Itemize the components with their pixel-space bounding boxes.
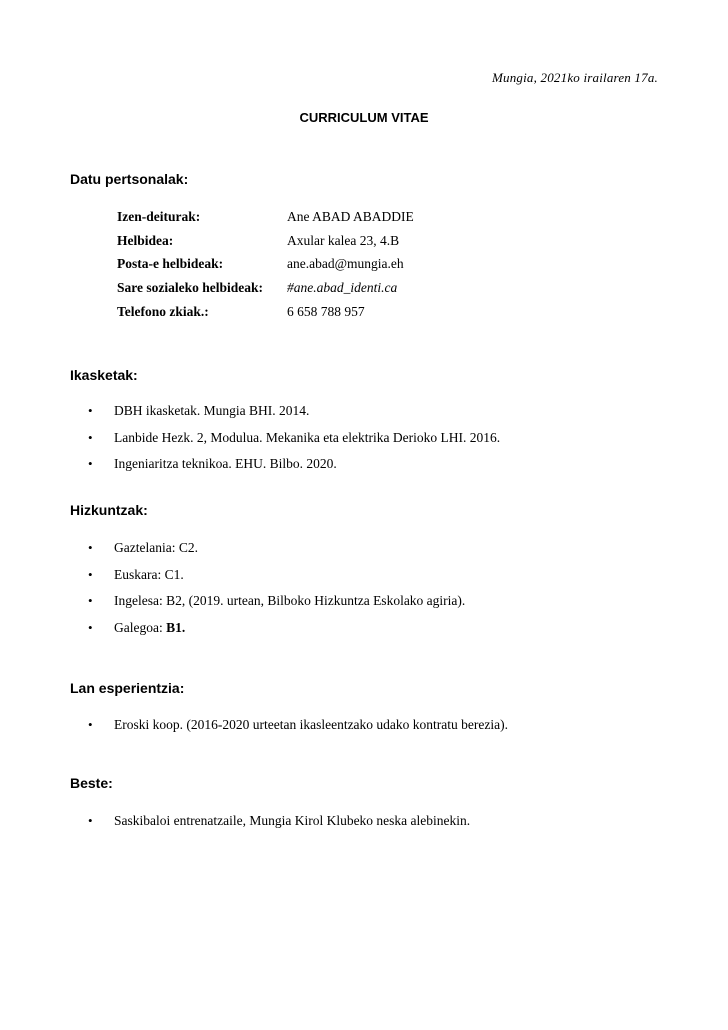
personal-info-table [117,205,414,323]
personal-label: Izen-deiturak: [117,208,201,224]
bullet-icon: • [88,593,93,609]
document-title [0,110,728,125]
personal-value: ane.abad@mungia.eh [287,256,404,272]
list-item [88,425,500,452]
bullet-icon: • [88,540,93,555]
list-item-text: Euskara: C1. [114,566,184,582]
personal-row-social [117,276,414,300]
personal-row-phone [117,300,414,324]
personal-value: Ane ABAD ABADDIE [287,208,414,224]
personal-value: Axular kalea 23, 4.B [287,232,400,248]
list-item [88,712,508,739]
bullet-icon: • [88,566,93,582]
list-item [88,451,500,478]
studies-list [88,398,500,478]
personal-label: Helbidea: [117,232,174,248]
personal-row-address [117,229,414,253]
personal-heading: Datu pertsonalak: [70,171,189,187]
list-item-text: Lanbide Hezk. 2, Modulua. Mekanika eta elektrika Derioko LHI. 2016. [114,429,501,445]
bullet-icon: • [88,429,93,445]
bullet-icon: • [88,620,93,636]
bullet-icon: • [88,813,93,828]
bullet-icon: • [88,456,93,472]
bullet-icon: • [88,717,93,732]
list-item [88,588,465,615]
personal-row-name [117,205,414,229]
personal-label: Posta-e helbideak: [117,256,224,272]
experience-heading: Lan esperientzia: [70,680,185,696]
bullet-icon: • [88,403,93,418]
languages-heading: Hizkuntzak: [70,502,148,518]
list-item [88,562,465,589]
list-item-text: Eroski koop. (2016-2020 urteetan ikasleentzako udako kontratu berezia). [114,717,508,732]
personal-row-email [117,252,414,276]
personal-label: Sare sozialeko helbideak: [117,279,264,295]
list-item-text: Ingeniaritza teknikoa. EHU. Bilbo. 2020. [114,456,337,472]
list-item [88,615,465,642]
list-item [88,535,465,562]
studies-heading: Ikasketak: [70,367,138,383]
personal-value: #ane.abad_identi.ca [287,279,398,295]
list-item [88,398,500,425]
list-item-text: Saskibaloi entrenatzaile, Mungia Kirol Klubeko neska alebinekin. [114,813,471,828]
personal-value: 6 658 788 957 [287,303,365,319]
personal-label: Telefono zkiak.: [117,303,209,319]
document-title-text: CURRICULUM VITAE [299,110,429,125]
list-item-text: DBH ikasketak. Mungia BHI. 2014. [114,403,310,418]
list-item [88,808,470,835]
experience-list [88,712,508,739]
languages-list [88,535,465,642]
list-item-text: Ingelesa: B2, (2019. urtean, Bilboko Hizkuntza Eskolako agiria). [114,593,466,609]
list-item-text: Galegoa: [114,620,167,636]
list-item-bold-level: B1. [166,620,186,636]
date-line: Mungia, 2021ko irailaren 17a. [491,70,658,85]
other-heading: Beste: [70,775,113,791]
other-list [88,808,470,835]
list-item-text: Gaztelania: C2. [114,540,198,555]
